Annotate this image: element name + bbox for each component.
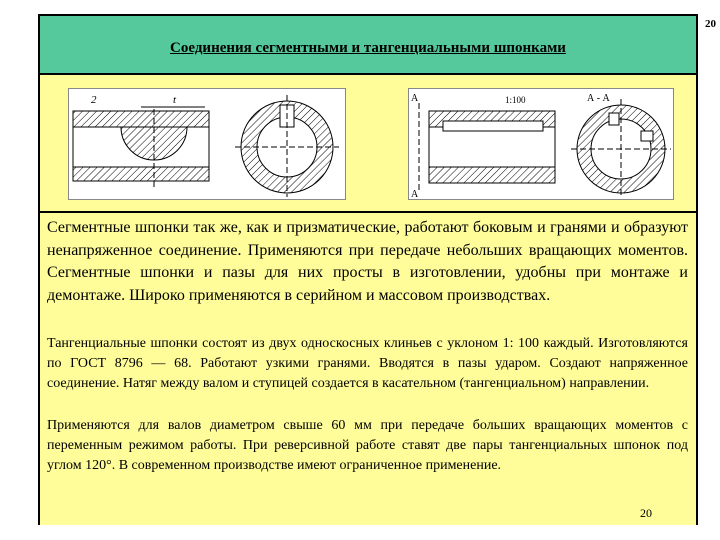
title-bar bbox=[40, 16, 696, 75]
page-number-top: 20 bbox=[705, 18, 716, 30]
slide-title: Соединения сегментными и тангенциальными шпонками bbox=[170, 40, 566, 56]
label-section-a-bottom: А bbox=[411, 189, 419, 199]
text-area bbox=[40, 211, 696, 525]
slide bbox=[38, 14, 698, 525]
label-dim: t bbox=[173, 94, 177, 106]
segment-key-drawing bbox=[68, 88, 346, 200]
label-slope: 1:100 bbox=[505, 95, 526, 105]
paragraph-tangential-usage: Применяются для валов диаметром свыше 60 мм при передаче больших вращающих моментов с переменным режимом работы. При реверсивной работе ставят две пары тангенциальных шпонок под углом 120°. В современном производстве имеют ограниченное применение. bbox=[47, 418, 688, 473]
label-section-a: А bbox=[411, 93, 419, 104]
paragraph-tangential-keys: Тангенциальные шпонки состоят из двух односкосных клиньев с уклоном 1: 100 каждый. Изготовляются по ГОСТ 8796 — 68. Работают узкими гранями. Вводятся в пазы ударом. Создают напряженное соединение. Натяг между валом и ступицей создается в касательном (тангенциальном) направлении. bbox=[47, 336, 688, 391]
label-number: 2 bbox=[91, 94, 97, 106]
paragraph-segment-keys: Сегментные шпонки так же, как и призматические, работают боковым и гранями и образуют ненапряженное соединение. Применяются при передаче небольших вращающих моментов. Сегментные шпонки и пазы для них просты в изготовлении, удобны при монтаже и демонтаже. Широко применяются в серийном и массовом производствах. bbox=[47, 219, 688, 304]
page-number-bottom: 20 bbox=[640, 506, 652, 520]
figure-area bbox=[40, 75, 696, 211]
label-section-aa: А - А bbox=[587, 93, 610, 104]
tangential-key-drawing bbox=[408, 88, 674, 200]
